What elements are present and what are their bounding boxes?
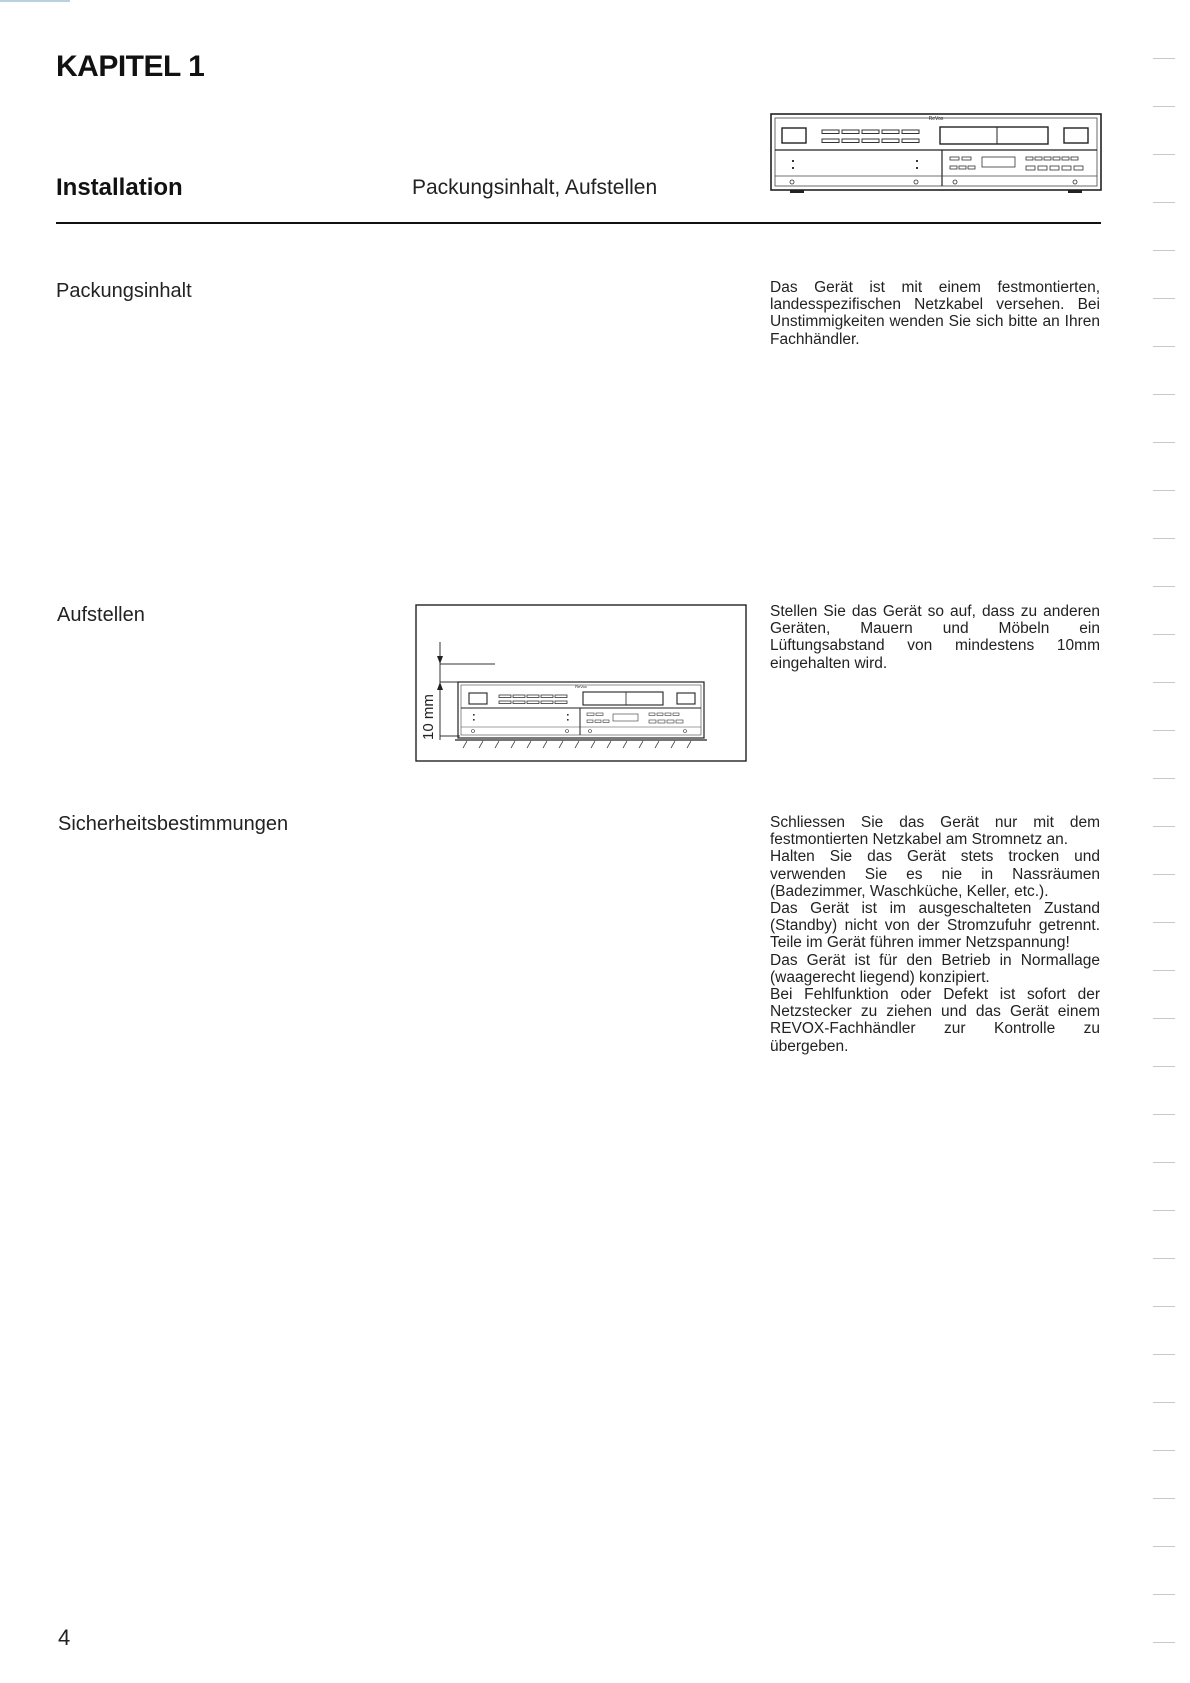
chapter-title: KAPITEL 1 (56, 50, 205, 83)
placement-device-brand: ReVox (575, 684, 587, 689)
sicherheit-heading: Sicherheitsbestimmungen (58, 813, 289, 835)
section-title: Installation (56, 174, 183, 201)
packungsinhalt-heading: Packungsinhalt (56, 280, 192, 302)
device-front-illustration (770, 110, 1102, 196)
section-divider (56, 222, 1101, 224)
sicherheit-paragraph: Bei Fehlfunktion oder Defekt ist sofort der Netzstecker zu ziehen und das Gerät einem REVOX-Fachhändler zur Kontrolle zu übergeben. (770, 986, 1100, 1055)
clearance-label: 10 mm (420, 694, 437, 740)
sicherheit-paragraph: Das Gerät ist im ausgeschalteten Zustand (Standby) nicht von der Stromzufuhr getrennt. Teile im Gerät führen immer Netzspannung! (770, 900, 1100, 952)
section-subtitle: Packungsinhalt, Aufstellen (412, 176, 658, 199)
placement-clearance-diagram (415, 604, 747, 762)
device-brand-label: ReVox (928, 116, 944, 122)
packungsinhalt-text: Das Gerät ist mit einem festmontierten, landesspezifischen Netzkabel versehen. Bei Unstimmigkeiten wenden Sie sich bitte an Ihren Fachhändler. (770, 279, 1100, 348)
sicherheit-paragraph: Das Gerät ist für den Betrieb in Normallage (waagerecht liegend) konzipiert. (770, 951, 1100, 986)
aufstellen-text: Stellen Sie das Gerät so auf, dass zu anderen Geräten, Mauern und Möbeln ein Lüftungsabstand von mindestens 10mm eingehalten wird. (770, 603, 1100, 672)
sicherheit-text (770, 814, 1100, 1055)
sicherheit-paragraph: Halten Sie das Gerät stets trocken und verwenden Sie es nie in Nassräumen (Badezimmer, Waschküche, Keller, etc.). (770, 848, 1100, 900)
placement-device-illustration (458, 682, 704, 738)
aufstellen-heading: Aufstellen (57, 604, 145, 626)
page-number: 4 (58, 1625, 71, 1650)
top-accent-line (0, 0, 70, 2)
sicherheit-paragraph: Schliessen Sie das Gerät nur mit dem festmontierten Netzkabel am Stromnetz an. (770, 814, 1100, 849)
